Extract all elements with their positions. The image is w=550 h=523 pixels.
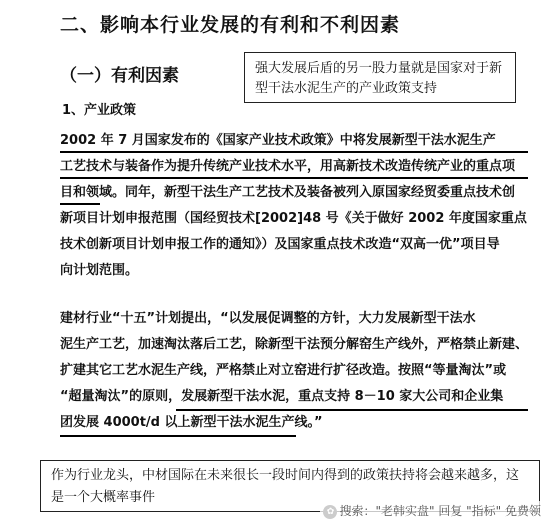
section-heading: 二、影响本行业发展的有利和不利因素	[60, 14, 401, 36]
text-line: 团发展 4000t/d 以上新型干法水泥生产线。”	[60, 415, 323, 430]
note-box: 作为行业龙头，中材国际在未来很长一段时间内得到的政策扶持将会越来越多，这是一个大概率事件	[40, 460, 540, 512]
paw-icon: ✿	[323, 505, 337, 519]
text-line: 目和领域。同年，新型干法生产工艺技术及装备被列入原国家经贸委重点技术创	[60, 185, 516, 200]
paragraph-five-year-plan	[60, 306, 530, 436]
underline-mark	[60, 203, 100, 205]
text-line: 技术创新项目计划申报工作的通知》）及国家重点技术改造“双高一优”项目导	[60, 237, 500, 252]
text-line: 工艺技术与装备作为提升传统产业技术水平，用高新技术改造传统产业的重点项	[60, 159, 516, 174]
watermark-text: 搜索："老韩实盘" 回复 "指标" 免费领	[339, 504, 541, 518]
text-line: 泥生产工艺，加速淘汰落后工艺，除新型干法预分解窑生产线外，严格禁止新建、	[60, 337, 529, 352]
text-line: 扩建其它工艺水泥生产线，严格禁止对立窑进行扩径改造。按照“等量淘汰”或	[60, 363, 507, 378]
section-title: 1、产业政策	[62, 103, 137, 118]
text-line: 向计划范围。	[60, 263, 139, 278]
text-line: 建材行业“十五”计划提出，“以发展促调整的方针，大力发展新型干法水	[60, 311, 476, 326]
underline-mark	[176, 409, 528, 411]
text-line: 2002 年 7 月国家发布的《国家产业技术政策》中将发展新型干法水泥生产	[60, 133, 496, 148]
underline-mark	[60, 435, 296, 437]
underline-mark	[60, 177, 528, 179]
watermark	[320, 501, 544, 520]
text-line: 新项目计划申报范围（国经贸技术[2002]48 号《关于做好 2002 年度国家重点	[60, 211, 527, 226]
underline-mark	[60, 151, 528, 153]
callout-box: 强大发展后盾的另一股力量就是国家对于新型干法水泥生产的产业政策支持	[244, 52, 516, 103]
subsection-heading: （一）有利因素	[60, 66, 179, 86]
text-line: “超量淘汰”的原则，发展新型干法水泥，重点支持 8－10 家大公司和企业集	[60, 389, 504, 404]
